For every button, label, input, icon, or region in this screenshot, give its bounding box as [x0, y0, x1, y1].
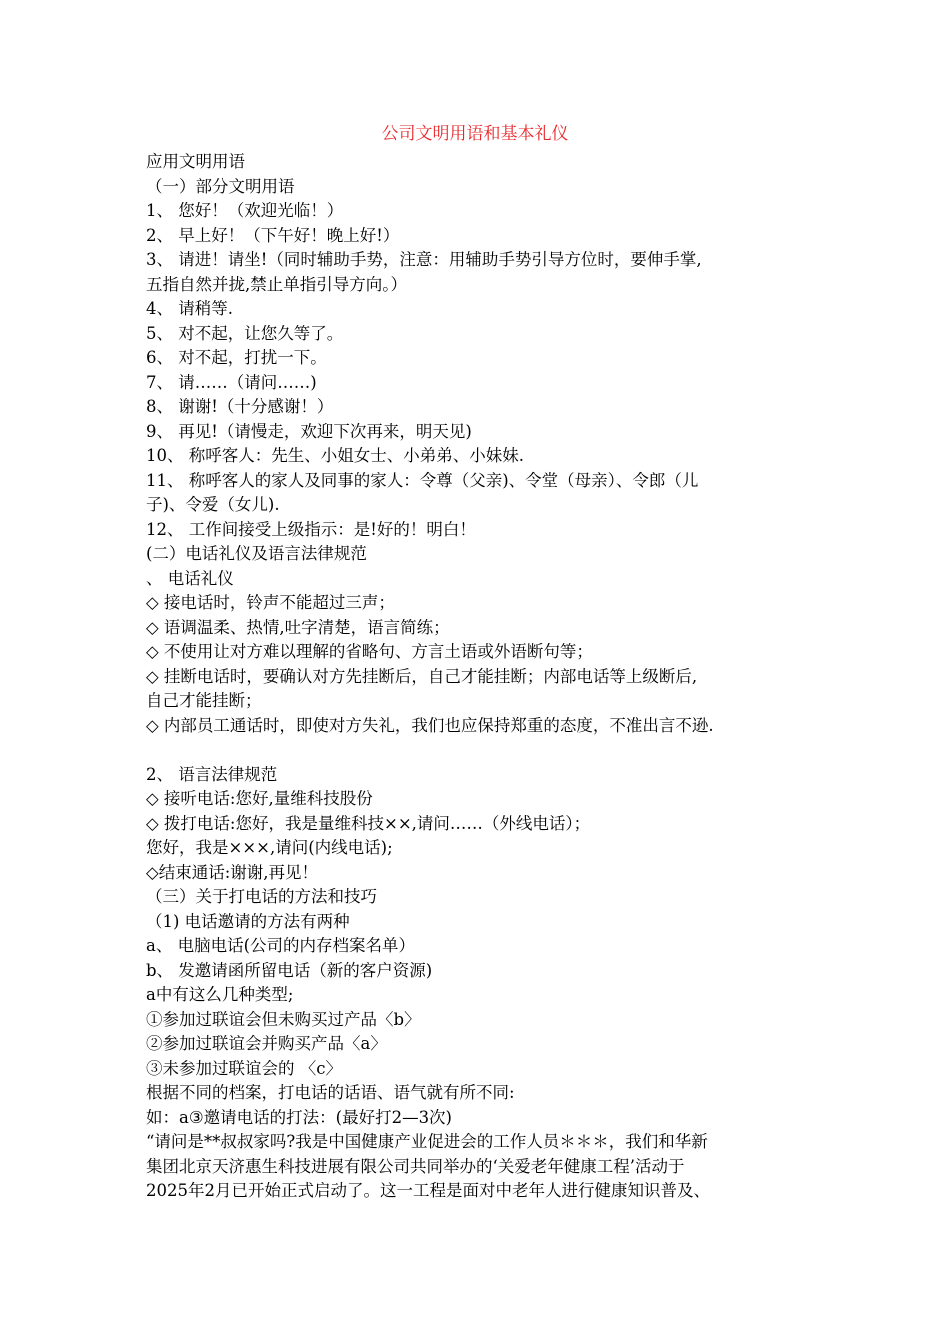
document-body	[146, 150, 826, 1204]
text-line: 4、 请稍等.	[146, 299, 233, 318]
text-line: 8、 谢谢!（十分感谢！）	[146, 397, 334, 416]
text-line: 1、 您好！（欢迎光临！）	[146, 201, 344, 220]
text-line: ③未参加过联谊会的 〈c〉	[146, 1058, 342, 1078]
text-line: 如：a③邀请电话的打法：(最好打2—3次)	[146, 1107, 452, 1127]
text-line: ◇ 语调温柔、热情,吐字清楚，语言简练；	[146, 617, 450, 637]
text-line: ◇ 内部员工通话时，即使对方失礼，我们也应保持郑重的态度，不准出言不逊.	[146, 715, 714, 735]
text-line: ◇ 挂断电话时，要确认对方先挂断后，自己才能挂断；内部电话等上级断后,	[146, 666, 698, 686]
text-line: ◇ 接电话时，铃声不能超过三声；	[146, 593, 395, 612]
text-line: b、 发邀请函所留电话（新的客户资源)	[146, 960, 433, 980]
text-line: （三）关于打电话的方法和技巧	[146, 887, 377, 906]
text-line: ①参加过联谊会但未购买过产品〈b〉	[146, 1009, 421, 1029]
text-line: 根据不同的档案，打电话的话语、语气就有所不同:	[146, 1083, 515, 1102]
text-line: 7、 请……（请问……)	[146, 372, 317, 392]
text-line: ②参加过联谊会并购买产品〈a〉	[146, 1034, 387, 1053]
text-line: 应用文明用语	[146, 152, 245, 171]
text-line: (二）电话礼仪及语言法律规范	[146, 544, 367, 563]
text-line: 3、 请进！请坐!（同时辅助手势，注意：用辅助手势引导方位时，要伸手掌,	[146, 250, 702, 269]
text-line: 、 电话礼仪	[146, 568, 234, 588]
text-line: ◇ 不使用让对方难以理解的省略句、方言土语或外语断句等；	[146, 642, 593, 661]
text-line: （一）部分文明用语	[146, 176, 295, 196]
text-line: （1) 电话邀请的方法有两种	[146, 911, 350, 931]
text-line: 6、 对不起，打扰一下。	[146, 348, 327, 367]
text-line: 12、 工作间接受上级指示：是!好的！明白！	[146, 519, 476, 539]
text-line: a中有这么几种类型;	[146, 985, 294, 1004]
text-line: 11、 称呼客人的家人及同事的家人：令尊（父亲)、令堂（母亲）、令郎（儿	[146, 470, 699, 490]
text-line: ◇ 拨打电话:您好，我是量维科技××,请问……（外线电话）；	[146, 813, 591, 833]
text-line: 5、 对不起，让您久等了。	[146, 323, 344, 343]
text-line: 9、 再见!（请慢走，欢迎下次再来，明天见)	[146, 421, 472, 441]
text-line: “请问是**叔叔家吗?我是中国健康产业促进会的工作人员＊＊＊，我们和华新	[146, 1132, 708, 1151]
text-line: 您好，我是×××,请问(内线电话);	[146, 838, 393, 857]
text-line: ◇ 接听电话:您好,量维科技股份	[146, 789, 373, 808]
text-line: 集团北京天济惠生科技进展有限公司共同举办的‘关爱老年健康工程’活动于	[146, 1156, 685, 1176]
text-line: 2025年2月已开始正式启动了。这一工程是面对中老年人进行健康知识普及、	[146, 1181, 710, 1200]
text-line: 2、 早上好！（下午好！晚上好!）	[146, 225, 400, 245]
text-line: 子)、令爱（女儿).	[146, 495, 280, 514]
blank-line	[146, 738, 826, 763]
text-line: 自己才能挂断；	[146, 691, 262, 710]
text-line: 五指自然并拢,禁止单指引导方向。）	[146, 274, 407, 294]
text-line: 2、 语言法律规范	[146, 764, 278, 784]
text-line: ◇结束通话:谢谢,再见！	[146, 862, 318, 882]
document-title: 公司文明用语和基本礼仪	[381, 124, 569, 144]
text-line: 10、 称呼客人：先生、小姐女士、小弟弟、小妹妹.	[146, 446, 524, 465]
text-line: a、 电脑电话(公司的内存档案名单）	[146, 936, 416, 955]
